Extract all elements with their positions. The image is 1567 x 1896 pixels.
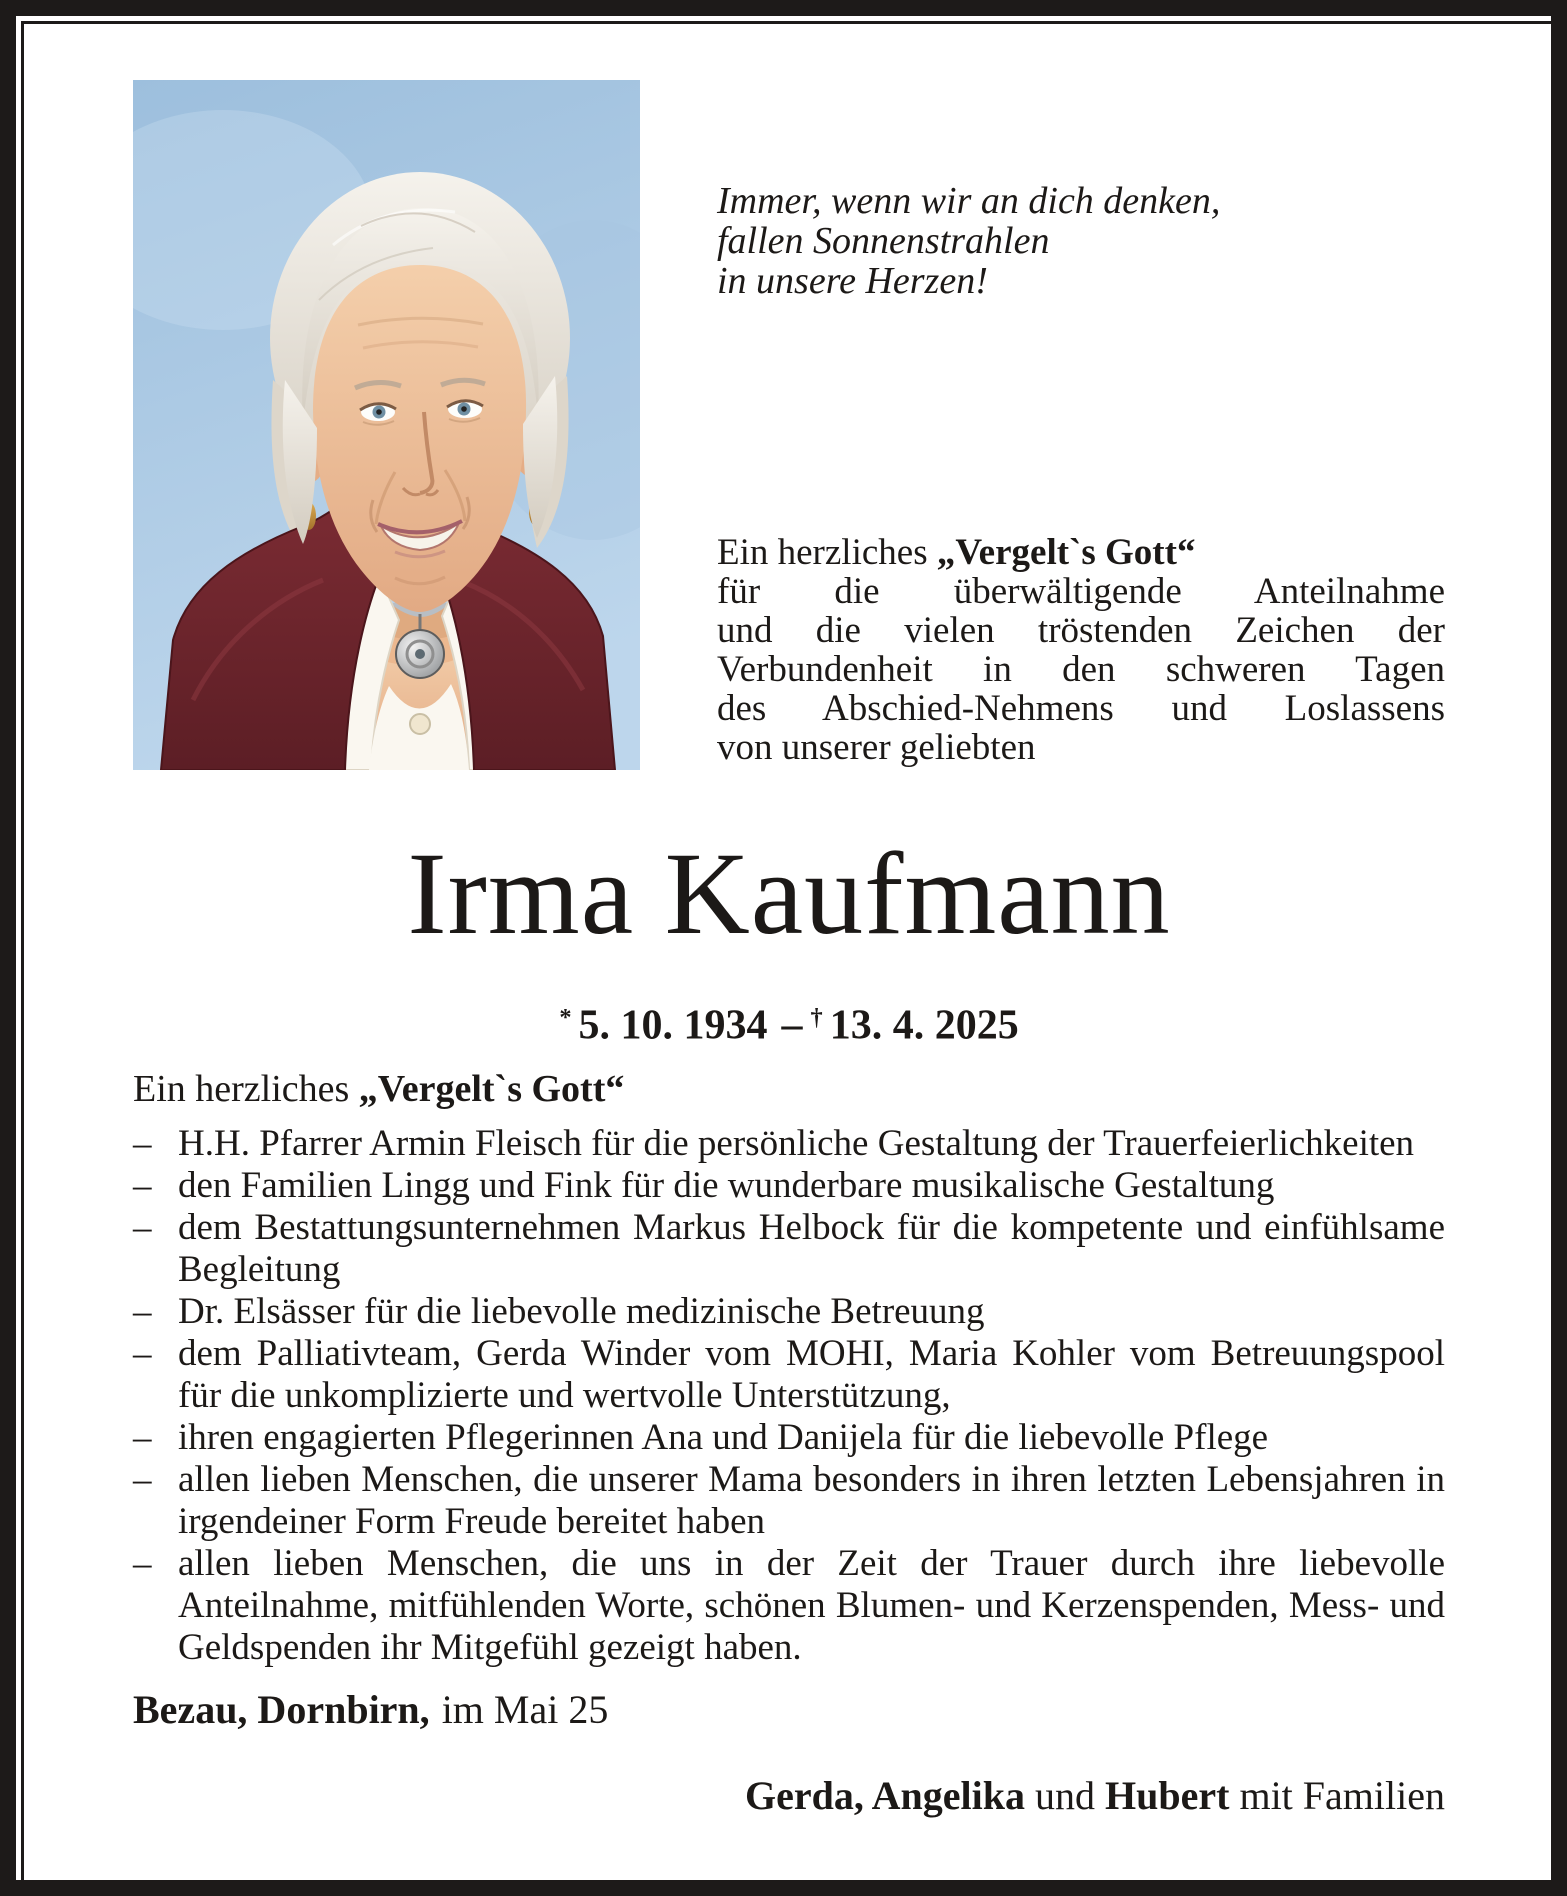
signature-suffix: mit Familien bbox=[1229, 1773, 1445, 1819]
closing-places: Bezau, Dornbirn, bbox=[133, 1687, 430, 1733]
thanks-item bbox=[133, 1333, 1445, 1417]
intro-lead-regular: Ein herzliches bbox=[717, 532, 937, 573]
list-dash-marker: – bbox=[133, 1543, 152, 1585]
thanks-item-text: H.H. Pfarrer Armin Fleisch für die persönliche Gestaltung der Trauerfeierlichkeiten bbox=[178, 1123, 1415, 1165]
signature-names-2: Hubert bbox=[1105, 1773, 1230, 1819]
thanks-item bbox=[133, 1543, 1445, 1669]
intro-line: und die vielen tröstenden Zeichen der bbox=[717, 610, 1445, 651]
thanks-item bbox=[133, 1165, 1445, 1207]
thanks-heading-bold: „Vergelt`s Gott“ bbox=[358, 1068, 625, 1111]
thanks-item bbox=[133, 1417, 1445, 1459]
thanks-item bbox=[133, 1459, 1445, 1543]
intro-line: Verbundenheit in den schweren Tagen bbox=[717, 649, 1445, 690]
signature-line bbox=[133, 1771, 1445, 1821]
thanks-item-text: dem Bestattungsunternehmen Markus Helbock für die kompetente und einfühlsame Begleitung bbox=[178, 1207, 1445, 1291]
motto-line-3: in unsere Herzen! bbox=[717, 260, 988, 302]
thanks-heading bbox=[133, 1065, 1445, 1113]
acknowledgement-intro bbox=[717, 533, 1445, 767]
death-symbol: † bbox=[810, 1004, 823, 1031]
motto-line-2: fallen Sonnenstrahlen bbox=[717, 220, 1050, 262]
deceased-name: Irma Kaufmann bbox=[407, 828, 1171, 959]
inner-frame-rule-left bbox=[21, 21, 24, 1880]
signature-names-1: Gerda, Angelika bbox=[744, 1773, 1026, 1819]
thanks-heading-regular: Ein herzliches bbox=[133, 1068, 359, 1111]
list-dash-marker: – bbox=[133, 1123, 152, 1165]
thanks-list bbox=[133, 1123, 1445, 1669]
closing-line bbox=[133, 1685, 1445, 1735]
intro-lead-line bbox=[717, 533, 1445, 572]
birth-date: 5. 10. 1934 bbox=[578, 1002, 768, 1049]
list-dash-marker: – bbox=[133, 1333, 152, 1375]
thanks-item bbox=[133, 1207, 1445, 1291]
closing-date: im Mai 25 bbox=[441, 1687, 609, 1733]
intro-line: des Abschied-Nehmens und Loslassens bbox=[717, 688, 1445, 729]
right-column bbox=[717, 80, 1445, 767]
inner-frame-rule-top bbox=[21, 21, 1551, 24]
list-dash-marker: – bbox=[133, 1291, 152, 1333]
intro-line: für die überwältigende Anteilnahme bbox=[717, 571, 1445, 612]
portrait-photo bbox=[133, 80, 640, 770]
list-dash-marker: – bbox=[133, 1165, 152, 1207]
thanks-item-text: Dr. Elsässer für die liebevolle medizinische Betreuung bbox=[178, 1291, 985, 1333]
list-dash-marker: – bbox=[133, 1417, 152, 1459]
top-section bbox=[133, 80, 1445, 786]
birth-symbol: * bbox=[559, 1004, 572, 1031]
blouse-button bbox=[410, 714, 430, 734]
thanks-item-text: allen lieben Menschen, die uns in der Zeit der Trauer durch ihre liebevolle Anteilnahme, mitfühlenden Worte, schönen Blumen- und Kerzenspenden, Mess- und Geldspenden ihr Mitgefühl gezeigt haben. bbox=[178, 1543, 1445, 1669]
thanks-item bbox=[133, 1123, 1445, 1165]
signature-conjunction: und bbox=[1025, 1773, 1106, 1819]
portrait-illustration bbox=[133, 80, 640, 770]
memorial-motto bbox=[717, 181, 1445, 301]
thanks-item-text: ihren engagierten Pflegerinnen Ana und Danijela für die liebevolle Pflege bbox=[178, 1417, 1269, 1459]
life-dates bbox=[133, 992, 1445, 1051]
thanks-item-text: dem Palliativteam, Gerda Winder vom MOHI, Maria Kohler vom Betreuungspool für die unkomplizierte und wertvolle Unterstützung, bbox=[178, 1333, 1445, 1417]
dates-separator: – bbox=[781, 1002, 803, 1049]
intro-line: von unserer geliebten bbox=[717, 727, 1036, 768]
intro-lead-bold: „Vergelt`s Gott“ bbox=[936, 532, 1196, 573]
thanks-item bbox=[133, 1291, 1445, 1333]
list-dash-marker: – bbox=[133, 1207, 152, 1249]
motto-line-1: Immer, wenn wir an dich denken, bbox=[717, 180, 1221, 222]
list-dash-marker: – bbox=[133, 1459, 152, 1501]
thanks-item-text: den Familien Lingg und Fink für die wunderbare musikalische Gestaltung bbox=[178, 1165, 1275, 1207]
thanks-item-text: allen lieben Menschen, die unserer Mama besonders in ihren letzten Lebensjahren in irgendeiner Form Freude bereitet haben bbox=[178, 1459, 1445, 1543]
death-date: 13. 4. 2025 bbox=[829, 1002, 1019, 1049]
